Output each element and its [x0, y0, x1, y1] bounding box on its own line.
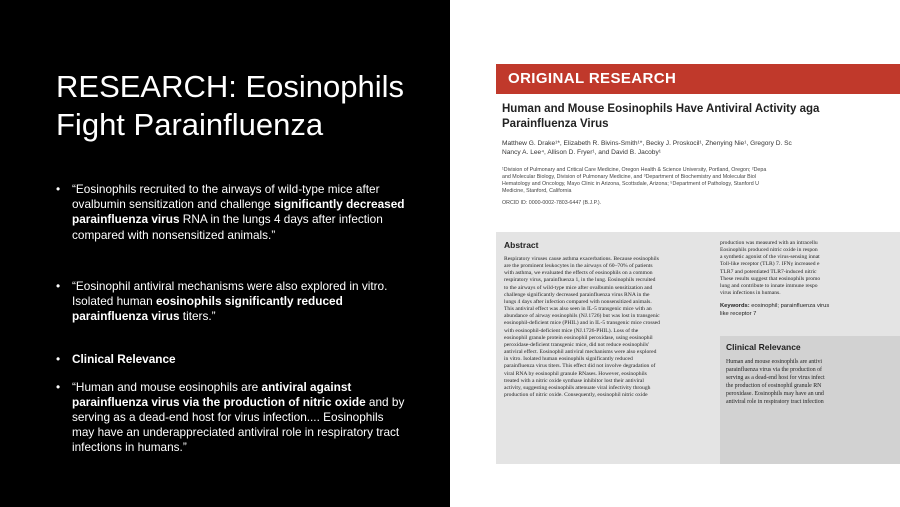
article-affiliations: ¹Division of Pulmonary and Critical Care Medicine, Oregon Health & Science University, Portland, Oregon; ²Depa and Molecular Biology, Division of Pulmonary Medicine, and ³Department of Biochemistry and Molecular Biol Hematology and Oncology, Mayo Clinic in Arizona, Scottsdale, Arizona; ⁵Department of Pathology, Stanford U Medicine, Stanford, California [502, 167, 767, 194]
bullet-list [56, 182, 406, 456]
clinical-relevance-heading: Clinical Relevance [726, 342, 801, 352]
abstract-continued: production was measured with an intracellu Eosinophils produced nitric oxide in respon a synthetic agonist of the virus-sensing innat Toll-like receptor (TLR) 7. IFNγ increased e TLR7 and potentiated TLR7-induced nitric These results suggest that eosinophils promo lung and contribute to innate immune respo virus infections in humans. [720, 240, 821, 297]
banner-label: ORIGINAL RESEARCH [508, 70, 677, 87]
clinical-relevance-box [720, 336, 900, 464]
bullet-text-run: RNA in the lungs 4 days after infection compared with nonsensitized animals.” [72, 212, 383, 242]
bullet-item [56, 380, 406, 456]
article-title: Human and Mouse Eosinophils Have Antiviral Activity aga Parainfluenza Virus [502, 103, 820, 130]
bullet-text-run: “Eosinophils recruited to the airways of wild-type mice after ovalbumin sensitization and challenge [72, 182, 380, 212]
bullet-item [56, 182, 406, 243]
bullet-text-run: eosinophils significantly reduced parainfluenza virus [72, 294, 343, 324]
abstract-heading: Abstract [504, 240, 539, 250]
article-authors: Matthew G. Drake¹*, Elizabeth R. Bivins-Smith¹*, Becky J. Proskocil¹, Zhenying Nie¹, Gregory D. Sc Nancy A. Lee⁴, Allison D. Fryer¹, and David B. Jacoby¹ [502, 140, 792, 156]
keywords-label: Keywords: [720, 303, 750, 310]
bullet-text-run: antiviral against parainfluenza virus via the production of nitric oxide [72, 379, 366, 409]
article-panel [450, 0, 900, 507]
clinical-relevance-text: Human and mouse eosinophils are antivi parainfluenza virus via the production of serving as a dead-end host for virus infect the production of eosinophil granule RN peroxidase. Eosinophils may have an und antiviral role in respiratory tract infection [726, 359, 825, 406]
keywords-text: eosinophil; parainfluenza virus like receptor 7 [720, 303, 830, 317]
bullet-text-run: titers.” [179, 309, 216, 324]
abstract-text: Respiratory viruses cause asthma exacerbations. Because eosinophils are the prominent leukocytes in the airways of 60–70% of patients with asthma, we evaluated the effects of eosinophils on a common respiratory virus, parainfluenza 1, in the lung. Eosinophils recruited to the airways of wild-type mice after ovalbumin sensitization and challenge significantly decreased parainfluenza virus RNA in the lungs 4 days after infection compared with nonsensitized animals. This antiviral effect was also seen in IL-5 transgenic mice with an abundance of airway eosinophils (NJ.1726) but was lost in transgenic eosinophil-deficient mice (PHIL) and in IL-5 transgenic mice crossed with eosinophil-deficient mice (NJ.1726-PHIL). Loss of the eosinophil granule protein eosinophil peroxidase, using eosinophil peroxidase-deficient transgenic mice, did not reduce eosinophils' antiviral effect. Eosinophil antiviral mechanisms were also explored in vitro. Isolated human eosinophils significantly reduced parainfluenza virus titers. This effect did not involve degradation of viral RNA by eosinophil granule RNases. However, eosinophils treated with a nitric oxide synthase inhibitor lost their antiviral activity, suggesting eosinophils attenuate viral infectivity through production of nitric oxide. Consequently, eosinophil nitric oxide [504, 256, 660, 398]
keywords [720, 303, 900, 318]
bullet-text-run: “Human and mouse eosinophils are [72, 379, 262, 394]
bullet-item [56, 279, 406, 325]
bullet-text-run: significantly decreased parainfluenza virus [72, 197, 405, 227]
slide-title: RESEARCH: Eosinophils Fight Parainfluenza [56, 69, 405, 142]
bullet-text-run: Clinical Relevance [72, 352, 176, 367]
abstract-column-left [504, 240, 708, 399]
bullet-text-run: and by serving as a dead-end host for virus infection.... Eosinophils may have an underappreciated antiviral role in respiratory tract infections in humans.” [72, 394, 405, 455]
abstract-column-right [720, 240, 900, 318]
article-banner [496, 64, 900, 94]
article-excerpt [496, 64, 900, 464]
bullet-text-run: “Eosinophil antiviral mechanisms were also explored in vitro. Isolated human [72, 278, 388, 309]
article-orcid: ORCID ID: 0000-0002-7803-6447 (B.J.P.). [502, 200, 602, 206]
bullet-item [56, 352, 406, 367]
abstract-box [496, 232, 900, 464]
